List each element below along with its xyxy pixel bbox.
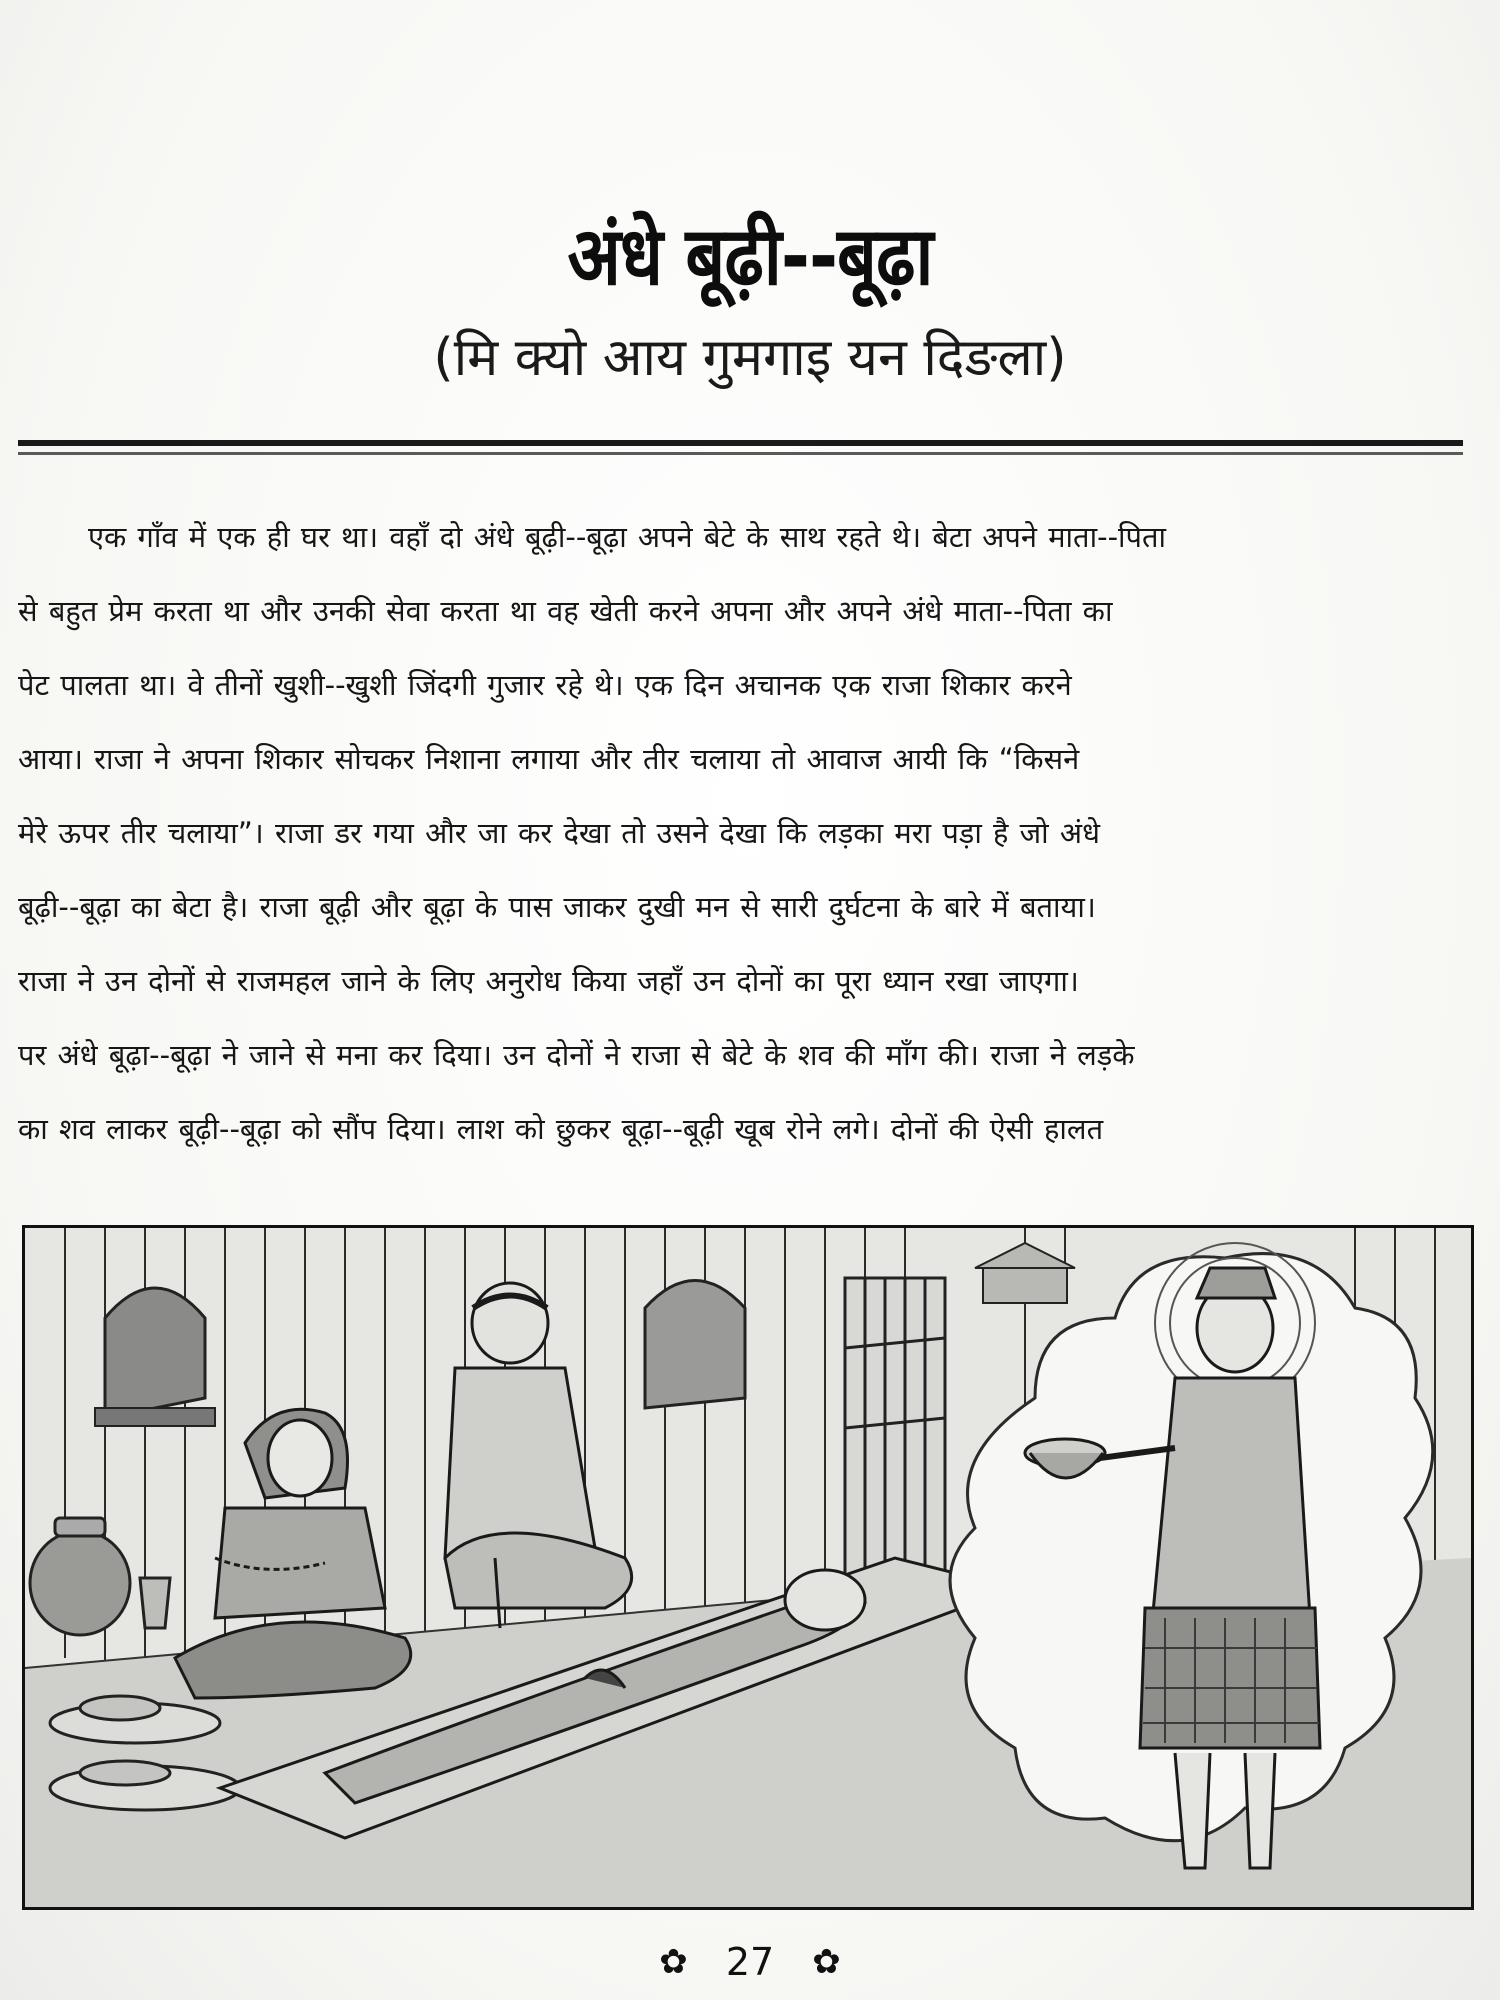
page-subtitle: (मि क्यो आय गुमगाइ यन दिङला) <box>433 328 1067 388</box>
story-paragraph <box>18 500 1483 1166</box>
text-line-4: आया। राजा ने अपना शिकार सोचकर निशाना लगाया और तीर चलाया तो आवाज आयी कि “किसने <box>18 742 1080 776</box>
text-line-6: बूढ़ी--बूढ़ा का बेटा है। राजा बूढ़ी और बूढ़ा के पास जाकर दुखी मन से सारी दुर्घटना के बारे में बताया। <box>18 890 1096 924</box>
illustration-drawing <box>25 1228 1471 1907</box>
cup <box>140 1578 170 1628</box>
text-line-9: का शव लाकर बूढ़ी--बूढ़ा को सौंप दिया। लाश को छुकर बूढ़ा--बूढ़ी खूब रोने लगे। दोनों की ऐसी हालत <box>18 1112 1104 1146</box>
page-number-footer <box>0 1940 1500 1984</box>
flower-ornament-icon: ✿ <box>812 1942 841 1982</box>
flower-ornament-icon: ✿ <box>659 1942 688 1982</box>
text-line-3: पेट पालता था। वे तीनों खुशी--खुशी जिंदगी गुजार रहे थे। एक दिन अचानक एक राजा शिकार करने <box>18 668 1072 702</box>
page-number: 27 <box>725 1940 775 1984</box>
text-line-5: मेरे ऊपर तीर चलाया”। राजा डर गया और जा कर देखा तो उसने देखा कि लड़का मरा पड़ा है जो अंधे <box>18 816 1100 850</box>
text-line-1: एक गाँव में एक ही घर था। वहाँ दो अंधे बूढ़ी--बूढ़ा अपने बेटे के साथ रहते थे। बेटा अपने माता--पिता <box>88 520 1167 554</box>
text-line-7: राजा ने उन दोनों से राजमहल जाने के लिए अनुरोध किया जहाँ उन दोनों का पूरा ध्यान रखा जाएगा। <box>18 964 1079 998</box>
text-line-2: से बहुत प्रेम करता था और उनकी सेवा करता था वह खेती करने अपना और अपने अंधे माता--पिता का <box>18 594 1113 628</box>
title-divider-thick <box>18 440 1463 446</box>
wall-niche-center <box>645 1281 745 1409</box>
story-illustration <box>22 1225 1474 1910</box>
title-divider-thin <box>18 452 1463 455</box>
text-line-8: पर अंधे बूढ़ा--बूढ़ा ने जाने से मना कर दिया। उन दोनों ने राजा से बेटे के शव की माँग की। राजा ने लड़के <box>18 1038 1135 1072</box>
page-title: अंधे बूढ़ी--बूढ़ा <box>567 209 933 304</box>
doorway <box>845 1278 945 1578</box>
